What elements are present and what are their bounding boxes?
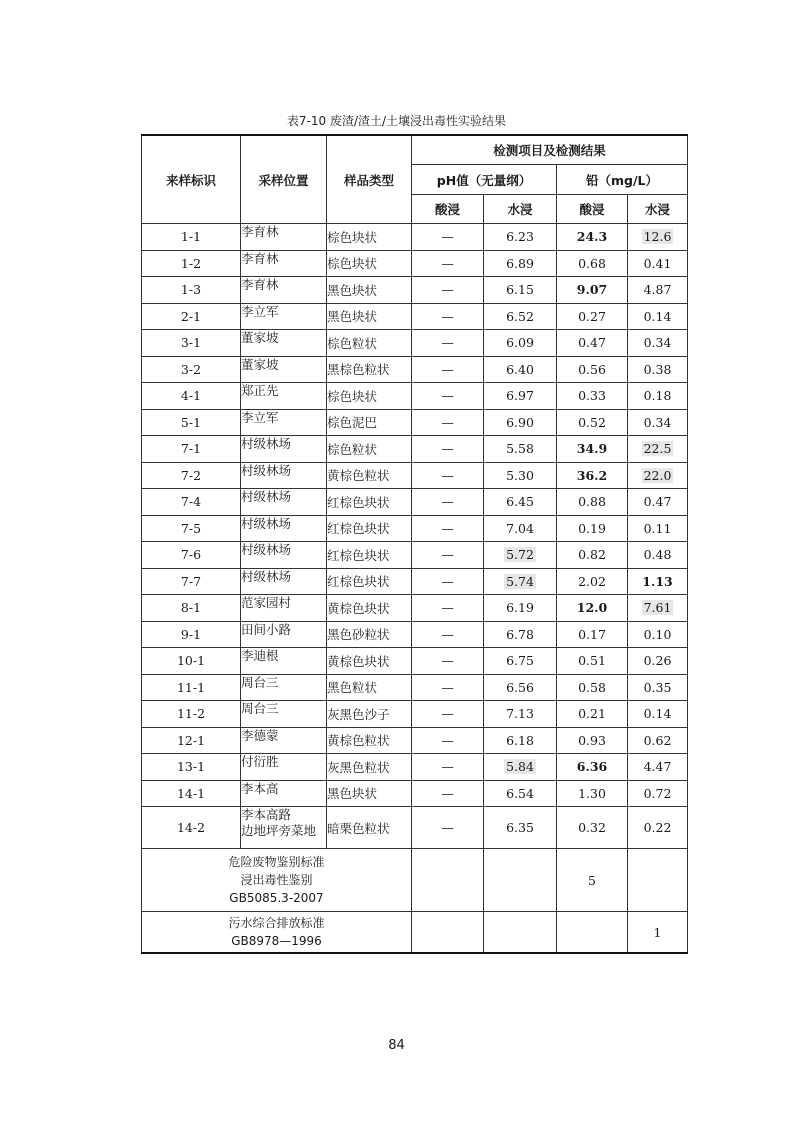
- pb-acid-cell: 6.36: [557, 754, 628, 781]
- ph-water-cell: [484, 595, 557, 622]
- ph-water-cell: [484, 674, 557, 701]
- standard-label-line: GB5085.3-2007: [229, 891, 324, 905]
- ph-water-value: 6.40: [506, 361, 534, 377]
- ph-water-cell: [484, 727, 557, 754]
- pb-acid-cell: 0.58: [557, 674, 628, 701]
- location-cell: 董家坡: [241, 330, 327, 357]
- pb-water-value: 0.72: [643, 785, 672, 801]
- ph-acid-cell: —: [412, 515, 484, 542]
- pb-acid-cell: 0.68: [557, 250, 628, 277]
- ph-water-value: 6.18: [506, 732, 534, 748]
- header-sample-id: 来样标识: [142, 135, 241, 224]
- sample-type-cell: 灰黑色沙子: [327, 701, 412, 728]
- sample-id-cell: 7-2: [142, 462, 241, 489]
- pb-water-value: 22.5: [643, 441, 672, 457]
- ph-acid-cell: —: [412, 489, 484, 516]
- location-cell: 范家园村: [241, 595, 327, 622]
- pb-water-cell: [628, 224, 688, 251]
- ph-water-value: 6.89: [506, 255, 534, 271]
- ph-water-cell: [484, 648, 557, 675]
- table-row: [142, 807, 688, 849]
- sample-type-cell: 黑色块状: [327, 780, 412, 807]
- ph-water-cell: [484, 409, 557, 436]
- table-row: [142, 595, 688, 622]
- pb-acid-cell: 0.82: [557, 542, 628, 569]
- sample-id-cell: 8-1: [142, 595, 241, 622]
- ph-water-value: 6.45: [506, 494, 534, 510]
- leaching-toxicity-table: [141, 134, 688, 954]
- standard-ph-water-cell: [484, 912, 557, 954]
- pb-water-value: 7.61: [643, 600, 672, 616]
- pb-water-cell: [628, 303, 688, 330]
- location-cell: 付衍胜: [241, 754, 327, 781]
- ph-acid-cell: —: [412, 303, 484, 330]
- pb-water-value: 0.34: [643, 335, 672, 351]
- ph-water-cell: [484, 701, 557, 728]
- table-row: [142, 568, 688, 595]
- ph-water-cell: [484, 383, 557, 410]
- location-cell: 村级林场: [241, 542, 327, 569]
- table-row: [142, 701, 688, 728]
- pb-water-cell: [628, 595, 688, 622]
- table-row: [142, 674, 688, 701]
- standard-label-line: 危险废物鉴别标准: [228, 855, 325, 869]
- sample-type-cell: 黑棕色粒状: [327, 356, 412, 383]
- ph-acid-cell: —: [412, 383, 484, 410]
- ph-water-cell: [484, 621, 557, 648]
- pb-acid-cell: 0.17: [557, 621, 628, 648]
- location-cell: 李育林: [241, 250, 327, 277]
- sample-type-cell: 红棕色块状: [327, 489, 412, 516]
- ph-water-cell: [484, 489, 557, 516]
- pb-water-cell: [628, 780, 688, 807]
- header-ph-water: 水浸: [484, 195, 557, 224]
- pb-water-cell: [628, 436, 688, 463]
- ph-water-value: 5.58: [506, 441, 534, 457]
- table-row: [142, 621, 688, 648]
- location-cell: 郑正先: [241, 383, 327, 410]
- sample-type-cell: 黑色块状: [327, 277, 412, 304]
- ph-water-value: 5.74: [506, 573, 534, 589]
- ph-water-value: 6.09: [506, 335, 534, 351]
- standard-pb-water-cell: [628, 849, 688, 912]
- pb-water-cell: [628, 489, 688, 516]
- table-row: [142, 542, 688, 569]
- table-row: [142, 489, 688, 516]
- ph-water-value: 5.30: [506, 467, 534, 483]
- header-ph-acid: 酸浸: [412, 195, 484, 224]
- pb-water-value: 4.47: [643, 759, 672, 775]
- table-row: [142, 409, 688, 436]
- table-row: [142, 780, 688, 807]
- sample-type-cell: 黄棕色粒状: [327, 727, 412, 754]
- table-caption: 表7-10 废渣/渣土/土壤浸出毒性实验结果: [286, 114, 507, 128]
- standard-label-line: 污水综合排放标准: [228, 916, 325, 930]
- sample-type-cell: 黄棕色块状: [327, 595, 412, 622]
- ph-acid-cell: —: [412, 542, 484, 569]
- ph-water-value: 6.56: [506, 679, 534, 695]
- standard-row: [142, 912, 688, 954]
- standard-label-line: 浸出毒性鉴别: [240, 873, 313, 887]
- standard-pb-water-cell: 1: [628, 912, 688, 954]
- location-cell: 李德蒙: [241, 727, 327, 754]
- pb-water-cell: [628, 330, 688, 357]
- sample-id-cell: 13-1: [142, 754, 241, 781]
- pb-acid-cell: 24.3: [557, 224, 628, 251]
- pb-acid-cell: 0.47: [557, 330, 628, 357]
- sample-id-cell: 3-1: [142, 330, 241, 357]
- ph-acid-cell: —: [412, 701, 484, 728]
- standard-ph-acid-cell: [412, 912, 484, 954]
- ph-water-value: 6.54: [506, 785, 534, 801]
- pb-water-cell: [628, 727, 688, 754]
- sample-type-cell: 棕色粒状: [327, 436, 412, 463]
- sample-id-cell: 1-2: [142, 250, 241, 277]
- ph-water-value: 6.97: [506, 388, 534, 404]
- standard-row: [142, 849, 688, 912]
- pb-water-value: 0.48: [643, 547, 672, 563]
- sample-type-cell: 黑色块状: [327, 303, 412, 330]
- sample-id-cell: 7-7: [142, 568, 241, 595]
- ph-acid-cell: —: [412, 356, 484, 383]
- sample-id-cell: 4-1: [142, 383, 241, 410]
- header-pb-water: 水浸: [628, 195, 688, 224]
- pb-acid-cell: 1.30: [557, 780, 628, 807]
- pb-acid-cell: 0.51: [557, 648, 628, 675]
- ph-water-value: 6.52: [506, 308, 534, 324]
- sample-type-cell: 黑色粒状: [327, 674, 412, 701]
- pb-acid-cell: 0.33: [557, 383, 628, 410]
- pb-water-cell: [628, 701, 688, 728]
- ph-acid-cell: —: [412, 595, 484, 622]
- pb-water-cell: [628, 754, 688, 781]
- pb-water-cell: [628, 277, 688, 304]
- standard-label-cell: [142, 849, 412, 912]
- pb-water-cell: [628, 250, 688, 277]
- pb-water-value: 0.14: [643, 308, 672, 324]
- table-row: [142, 383, 688, 410]
- location-cell: 周台三: [241, 701, 327, 728]
- pb-water-value: 0.35: [643, 679, 672, 695]
- pb-acid-cell: 0.88: [557, 489, 628, 516]
- sample-id-cell: 5-1: [142, 409, 241, 436]
- pb-water-cell: [628, 409, 688, 436]
- location-cell: 董家坡: [241, 356, 327, 383]
- pb-water-value: 0.38: [643, 361, 672, 377]
- pb-water-cell: [628, 568, 688, 595]
- ph-water-cell: [484, 754, 557, 781]
- pb-water-value: 1.13: [642, 573, 673, 589]
- ph-acid-cell: —: [412, 727, 484, 754]
- pb-acid-cell: 0.27: [557, 303, 628, 330]
- ph-water-cell: [484, 250, 557, 277]
- pb-water-value: 0.14: [643, 706, 672, 722]
- pb-acid-cell: 0.19: [557, 515, 628, 542]
- sample-id-cell: 7-4: [142, 489, 241, 516]
- ph-water-cell: [484, 330, 557, 357]
- pb-acid-cell: 2.02: [557, 568, 628, 595]
- header-lead: 铅（mg/L）: [557, 165, 688, 195]
- ph-acid-cell: —: [412, 621, 484, 648]
- table-row: [142, 224, 688, 251]
- header-ph: pH值（无量纲）: [412, 165, 557, 195]
- table-body: [142, 224, 688, 954]
- sample-type-cell: 黄棕色粒状: [327, 462, 412, 489]
- ph-water-value: 6.15: [506, 282, 534, 298]
- sample-type-cell: 棕色粒状: [327, 330, 412, 357]
- header-sample-type: 样品类型: [327, 135, 412, 224]
- ph-water-value: 6.75: [506, 653, 534, 669]
- location-cell: 村级林场: [241, 568, 327, 595]
- sample-type-cell: 黑色砂粒状: [327, 621, 412, 648]
- ph-acid-cell: —: [412, 462, 484, 489]
- sample-type-cell: 棕色块状: [327, 250, 412, 277]
- sample-type-cell: 棕色块状: [327, 224, 412, 251]
- sample-id-cell: 1-3: [142, 277, 241, 304]
- sample-type-cell: 棕色泥巴: [327, 409, 412, 436]
- ph-water-value: 5.72: [506, 547, 534, 563]
- pb-water-value: 0.62: [643, 732, 672, 748]
- sample-type-cell: 红棕色块状: [327, 542, 412, 569]
- location-cell: 李本高路 边地坪旁菜地: [241, 807, 327, 849]
- ph-acid-cell: —: [412, 807, 484, 849]
- page-number: 84: [388, 1038, 405, 1053]
- sample-id-cell: 7-6: [142, 542, 241, 569]
- location-cell: 李立军: [241, 409, 327, 436]
- ph-water-cell: [484, 436, 557, 463]
- pb-water-value: 0.26: [643, 653, 672, 669]
- ph-acid-cell: —: [412, 409, 484, 436]
- sample-type-cell: 红棕色块状: [327, 568, 412, 595]
- standard-label-line: GB8978—1996: [231, 934, 322, 948]
- ph-acid-cell: —: [412, 330, 484, 357]
- ph-water-cell: [484, 515, 557, 542]
- ph-water-cell: [484, 356, 557, 383]
- location-cell: 村级林场: [241, 515, 327, 542]
- ph-water-cell: [484, 807, 557, 849]
- standard-pb-acid-cell: [557, 912, 628, 954]
- sample-id-cell: 10-1: [142, 648, 241, 675]
- sample-id-cell: 7-5: [142, 515, 241, 542]
- sample-id-cell: 2-1: [142, 303, 241, 330]
- pb-water-value: 0.34: [643, 414, 672, 430]
- pb-water-value: 22.0: [643, 467, 672, 483]
- ph-acid-cell: —: [412, 648, 484, 675]
- pb-acid-cell: 0.52: [557, 409, 628, 436]
- pb-water-cell: [628, 674, 688, 701]
- pb-acid-cell: 0.93: [557, 727, 628, 754]
- pb-water-cell: [628, 515, 688, 542]
- pb-water-cell: [628, 807, 688, 849]
- ph-water-value: 6.90: [506, 414, 534, 430]
- pb-acid-cell: 0.56: [557, 356, 628, 383]
- pb-water-cell: [628, 648, 688, 675]
- sample-id-cell: 11-2: [142, 701, 241, 728]
- sample-type-cell: 黄棕色块状: [327, 648, 412, 675]
- ph-acid-cell: —: [412, 277, 484, 304]
- table-row: [142, 356, 688, 383]
- pb-water-value: 0.10: [643, 626, 672, 642]
- ph-water-cell: [484, 780, 557, 807]
- location-cell: 田间小路: [241, 621, 327, 648]
- ph-acid-cell: —: [412, 568, 484, 595]
- location-cell: 李迪根: [241, 648, 327, 675]
- pb-acid-cell: 12.0: [557, 595, 628, 622]
- pb-water-value: 0.18: [643, 388, 672, 404]
- sample-id-cell: 3-2: [142, 356, 241, 383]
- ph-water-value: 7.13: [506, 706, 534, 722]
- sample-type-cell: 棕色块状: [327, 383, 412, 410]
- ph-acid-cell: —: [412, 674, 484, 701]
- location-cell: 村级林场: [241, 489, 327, 516]
- ph-water-value: 6.19: [506, 600, 534, 616]
- pb-acid-cell: 34.9: [557, 436, 628, 463]
- ph-water-value: 7.04: [506, 520, 534, 536]
- ph-water-value: 6.23: [506, 229, 534, 245]
- sample-id-cell: 11-1: [142, 674, 241, 701]
- pb-acid-cell: 0.21: [557, 701, 628, 728]
- ph-acid-cell: —: [412, 754, 484, 781]
- table-row: [142, 648, 688, 675]
- header-location: 采样位置: [241, 135, 327, 224]
- sample-type-cell: 灰黑色粒状: [327, 754, 412, 781]
- pb-water-cell: [628, 542, 688, 569]
- ph-acid-cell: —: [412, 436, 484, 463]
- table-row: [142, 277, 688, 304]
- sample-id-cell: 14-1: [142, 780, 241, 807]
- standard-pb-acid-cell: 5: [557, 849, 628, 912]
- ph-water-cell: [484, 277, 557, 304]
- pb-water-value: 4.87: [643, 282, 672, 298]
- pb-acid-cell: 0.32: [557, 807, 628, 849]
- standard-ph-acid-cell: [412, 849, 484, 912]
- pb-water-value: 0.22: [643, 820, 672, 835]
- table-row: [142, 250, 688, 277]
- pb-water-value: 0.11: [643, 520, 672, 536]
- table-row: [142, 515, 688, 542]
- pb-water-value: 0.47: [643, 494, 672, 510]
- ph-water-cell: [484, 224, 557, 251]
- ph-water-cell: [484, 462, 557, 489]
- table-row: [142, 330, 688, 357]
- location-cell: 周台三: [241, 674, 327, 701]
- pb-water-value: 0.41: [643, 255, 672, 271]
- header-pb-acid: 酸浸: [557, 195, 628, 224]
- table-row: [142, 727, 688, 754]
- sample-type-cell: 暗栗色粒状: [327, 807, 412, 849]
- pb-acid-cell: 36.2: [557, 462, 628, 489]
- pb-acid-cell: 9.07: [557, 277, 628, 304]
- ph-water-value: 6.35: [506, 820, 534, 835]
- ph-acid-cell: —: [412, 250, 484, 277]
- pb-water-value: 12.6: [643, 229, 672, 245]
- location-cell: 李育林: [241, 224, 327, 251]
- location-cell: 村级林场: [241, 436, 327, 463]
- sample-type-cell: 红棕色块状: [327, 515, 412, 542]
- ph-water-value: 6.78: [506, 626, 534, 642]
- location-cell: 李育林: [241, 277, 327, 304]
- location-cell: 李立军: [241, 303, 327, 330]
- sample-id-cell: 1-1: [142, 224, 241, 251]
- ph-water-cell: [484, 542, 557, 569]
- ph-water-cell: [484, 303, 557, 330]
- ph-water-cell: [484, 568, 557, 595]
- table-row: [142, 303, 688, 330]
- sample-id-cell: 7-1: [142, 436, 241, 463]
- sample-id-cell: 14-2: [142, 807, 241, 849]
- location-cell: 李本高: [241, 780, 327, 807]
- sample-id-cell: 9-1: [142, 621, 241, 648]
- ph-acid-cell: —: [412, 224, 484, 251]
- table-row: [142, 436, 688, 463]
- pb-water-cell: [628, 621, 688, 648]
- standard-label-cell: [142, 912, 412, 954]
- table-row: [142, 754, 688, 781]
- pb-water-cell: [628, 356, 688, 383]
- sample-id-cell: 12-1: [142, 727, 241, 754]
- table-row: [142, 462, 688, 489]
- pb-water-cell: [628, 383, 688, 410]
- location-cell: 村级林场: [241, 462, 327, 489]
- ph-acid-cell: —: [412, 780, 484, 807]
- standard-ph-water-cell: [484, 849, 557, 912]
- header-test-group: 检测项目及检测结果: [412, 135, 688, 165]
- ph-water-value: 5.84: [506, 759, 534, 775]
- pb-water-cell: [628, 462, 688, 489]
